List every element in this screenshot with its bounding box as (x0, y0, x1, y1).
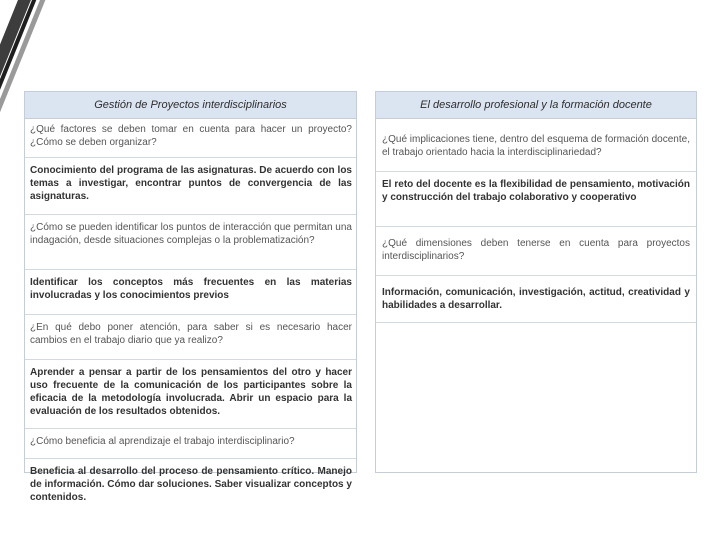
left-column-table (24, 91, 357, 503)
left-question-3: ¿En qué debo poner atención, para saber si es necesario hacer cambios en el trabajo diario que ya realizo? (25, 315, 356, 360)
left-question-1: ¿Qué factores se deben tomar en cuenta para hacer un proyecto? ¿Cómo se deben organizar? (25, 119, 356, 158)
left-answer-2: Identificar los conceptos más frecuentes en las materias involucradas y los conocimientos previos (25, 270, 356, 315)
right-column-title: El desarrollo profesional y la formación docente (376, 92, 696, 119)
left-answer-4: Beneficia al desarrollo del proceso de pensamiento crítico. Manejo de información. Cómo dar soluciones. Saber visualizar conceptos y contenidos. (30, 466, 352, 503)
right-answer-2: Información, comunicación, investigación, actitud, creatividad y habilidades a desarrollar. (376, 276, 696, 323)
right-column-empty-space (376, 323, 696, 503)
left-question-2: ¿Cómo se pueden identificar los puntos de interacción que permitan una indagación, desde situaciones complejas o la problematización? (25, 215, 356, 270)
right-answer-1: El reto del docente es la flexibilidad de pensamiento, motivación y construcción del trabajo colaborativo y cooperativo (376, 172, 696, 227)
left-answer-3: Aprender a pensar a partir de los pensamientos del otro y hacer uso frecuente de la comunicación de los participantes sobre la eficacia de la metodología involucrada. Abrir un espacio para la evaluación de los resultados obtenidos. (25, 360, 356, 429)
left-column-title: Gestión de Proyectos interdisciplinarios (25, 92, 356, 119)
right-column-table (375, 91, 697, 473)
left-answer-1: Conocimiento del programa de las asignaturas. De acuerdo con los temas a investigar, encontrar puntos de convergencia de las asignaturas. (25, 158, 356, 215)
left-question-4: ¿Cómo beneficia al aprendizaje el trabajo interdisciplinario? (25, 429, 356, 459)
right-question-2: ¿Qué dimensiones deben tenerse en cuenta para proyectos interdisciplinarios? (376, 227, 696, 276)
right-question-1: ¿Qué implicaciones tiene, dentro del esquema de formación docente, el trabajo orientado hacia la interdisciplinariedad? (376, 119, 696, 172)
